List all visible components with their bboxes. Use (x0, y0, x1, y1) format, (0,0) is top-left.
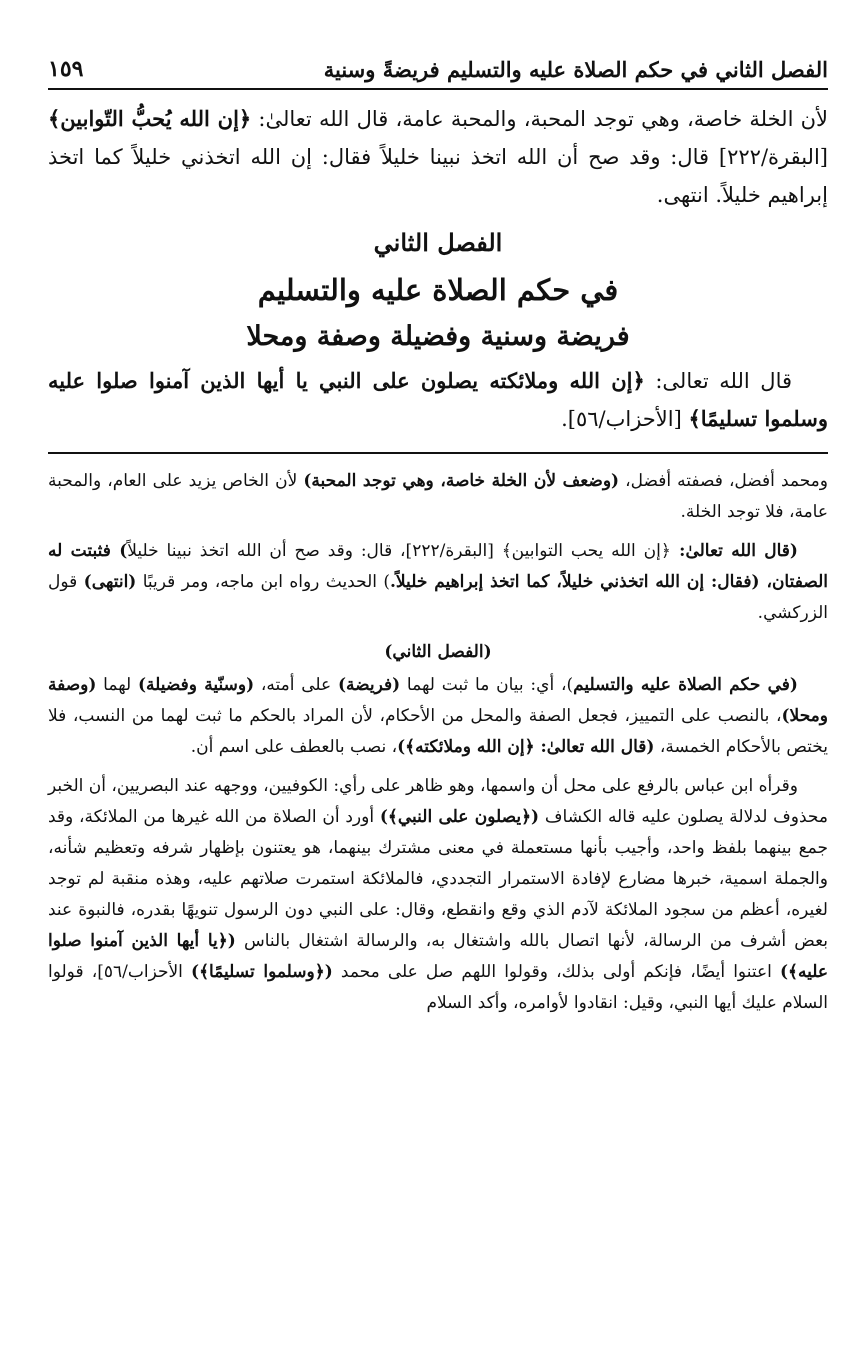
verse-reference: [الأحزاب/٥٦]. (561, 407, 689, 431)
text-run: ﴿إن الله يحب التوابين﴾ [البقرة/٢٢٢]، قال: وقد صح أن الله اتخذ نبينا خليلاً (127, 541, 671, 561)
bold-run: (﴿يا أيها الذين آمنوا صلوا عليه﴾) (48, 931, 828, 982)
bold-run: (﴿يصلون على النبي﴾) (379, 807, 540, 827)
bold-run: (وسنّية وفضيلة) (137, 675, 255, 695)
quran-quote: ﴿إن الله يُحبُّ التّوابين﴾ (48, 106, 252, 131)
text-run: قول الزركشي. (48, 572, 828, 623)
verse-paragraph (48, 362, 828, 438)
bold-run: (قال الله تعالىٰ: (670, 541, 798, 561)
bold-run: (فقال: إن الله اتخذني خليلاً، كما اتخذ إبراهيم خليلاً. (390, 572, 760, 592)
text-run: ومحمد أفضل، فصفته أفضل، (619, 471, 829, 491)
text-run: الأحزاب/٥٦]، قولوا السلام عليك أيها النبي، وقيل: انقادوا لأوامره، وأكد السلام (48, 962, 828, 1013)
commentary-paragraph (48, 670, 828, 763)
text-run: وقرأه ابن عباس بالرفع على محل أن واسمها، وهو ظاهر على رأي: الكوفيين، ووجهه عند البصريين، أن الخبر محذوف لدلالة يصلون عليه قاله الكشاف (48, 776, 829, 827)
verse-intro: قال الله تعالى: (644, 369, 792, 393)
text-run: لهما (96, 675, 138, 695)
bold-run: (قال الله تعالىٰ: ﴿إن الله وملائكته﴾) (397, 737, 655, 757)
page-number: ١٥٩ (48, 56, 84, 82)
commentary-heading: (الفصل الثاني) (384, 642, 492, 662)
text-run: ، نصب بالعطف على اسم أن. (190, 737, 398, 757)
chapter-heading (48, 220, 828, 360)
footnote-divider (48, 452, 828, 454)
bold-run: (في حكم الصلاة عليه والتسليم (573, 675, 798, 695)
bold-run: (انتهى) (83, 572, 137, 592)
text-run: أورد أن الصلاة من الله غيرها من الملائكة، وقد جمع بينهما بلفظ واحد، وأجيب بأنها مستعملة في معنى مشترك بينهما، هو يعتنون بإظهار شرفه وتعظيم شأنه، والجملة اسمية، خبرها مضارع لإفادة الاستمرار التجددي، فالملائكة استمرت صلاتهم عليه، وهذه منقبة لم توجد لغيره، أعظم من سجود الملائكة لآدم الذي وقع وانقطع، وقال: على النبي دون الرسول تنويهًا بقدره، فالنبوة عند بعض أشرف من الرسالة، لأنها اتصال بالله واشتغال به، والرسالة اشتغال بالناس (48, 807, 828, 951)
bold-run: (وضعف لأن الخلة خاصة، وهي توجد المحبة) (303, 471, 620, 491)
text-run: اعتنوا أيضًا، فإنكم أولى بذلك، وقولوا اللهم صل على محمد (332, 962, 780, 982)
bold-run: (﴿وسلموا تسليمًا﴾) (191, 962, 333, 982)
commentary-paragraph (48, 536, 828, 629)
text-run: [البقرة/٢٢٢] قال: وقد صح أن الله اتخذ نبينا خليلاً فقال: إن الله اتخذني خليلاً كما اتخذ إبراهيم خليلاً. انتهى. (48, 145, 828, 207)
quran-verse: ﴿إن الله وملائكته يصلون على النبي يا أيها الذين آمنوا صلوا عليه وسلموا تسليمًا﴾ (48, 368, 828, 431)
text-run: ، بالنصب على التمييز، فجعل الصفة والمحل من الأحكام، لأن المراد بالحكم ما ثبت لهما من النسب، فلا يختص بالأحكام الخمسة، (48, 706, 828, 757)
bold-run: ) فثبتت له الصفتان، (48, 541, 828, 592)
commentary (48, 466, 828, 1019)
commentary-paragraph (48, 466, 828, 528)
bold-run: (فريضة) (337, 675, 401, 695)
text-run: ) الحديث رواه ابن ماجه، ومر قريبًا (136, 572, 390, 592)
main-text (48, 100, 828, 214)
main-paragraph (48, 100, 828, 214)
text-run: على أمته، (254, 675, 338, 695)
chapter-title-line2: في حكم الصلاة عليه والتسليم (257, 273, 619, 307)
page-header (48, 40, 828, 90)
chapter-title-line3: فريضة وسنية وفضيلة وصفة ومحلا (246, 321, 630, 352)
bold-run: (وصفة ومحلا) (48, 675, 828, 726)
running-title: الفصل الثاني في حكم الصلاة عليه والتسليم فريضةً وسنية (323, 57, 828, 82)
commentary-paragraph (48, 771, 828, 1019)
text-run: )، أي: بيان ما ثبت لهما (400, 675, 574, 695)
text-run: لأن الخاص يزيد على العام، والمحبة عامة، فلا توجد الخلة. (48, 471, 828, 522)
chapter-title-line1: الفصل الثاني (373, 228, 503, 257)
text-run: لأن الخلة خاصة، وهي توجد المحبة، والمحبة عامة، قال الله تعالىٰ: (251, 107, 828, 131)
